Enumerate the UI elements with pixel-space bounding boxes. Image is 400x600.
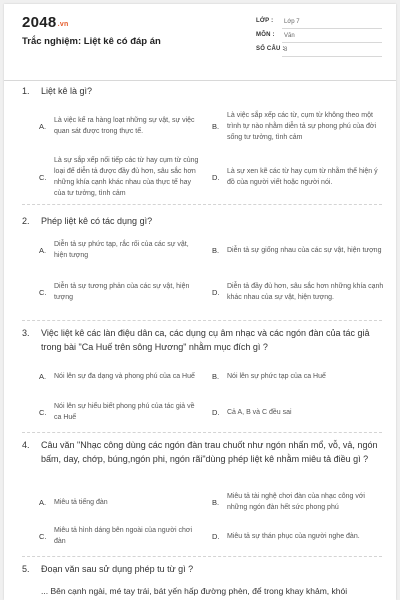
option-text: Là việc kể ra hàng loạt những sự vật, sự việc quan sát được trong thực tế. [54, 117, 195, 135]
option-a[interactable] [39, 362, 199, 390]
question-excerpt: ... Bên cạnh ngài, mé tay trái, bát yến hấp đường phèn, để trong khay khảm, khói [41, 586, 348, 596]
option-a[interactable] [39, 488, 199, 516]
question-divider [22, 556, 382, 557]
option-b[interactable] [212, 108, 384, 144]
option-text: Nói lên sự hiểu biết phong phú của tác giả về ca Huế [54, 403, 195, 421]
option-text: Diễn tả sự giống nhau của các sự vật, hiện tượng [227, 246, 382, 254]
option-letter: B. [212, 497, 220, 507]
logo-text: 2048 [22, 14, 57, 31]
option-text: Miêu tả tiếng đàn [54, 498, 108, 506]
option-text: Là sự sắp xếp nối tiếp các từ hay cụm từ cùng loại để diễn tả được đầy đủ hơn, sâu sắc hơn những khía cạnh khác nhau của thực tế hay của tư tưởng, tình cảm [54, 157, 199, 197]
question-number: 4. [22, 440, 30, 450]
question-divider [22, 320, 382, 321]
logo-suffix: .vn [57, 21, 69, 28]
option-text: Miêu tả sự thán phục của người nghe đàn. [227, 532, 360, 540]
option-d[interactable] [212, 398, 384, 426]
option-letter: D. [212, 287, 220, 297]
meta-divider [282, 56, 382, 57]
option-text: Là việc sắp xếp các từ, cụm từ không theo một trình tự nào nhằm diễn tả sự phong phú của đời sống tư tưởng, tình cảm [227, 111, 377, 141]
option-letter: B. [212, 371, 220, 381]
question-text: Việc liệt kê các làn điệu dân ca, các dụng cụ âm nhạc và các ngón đàn của tác giả trong bài "Ca Huế trên sông Hương" nhằm mục đích gì ? [41, 328, 370, 352]
meta-value: 8 [284, 47, 288, 53]
option-letter: A. [39, 121, 47, 131]
option-text: Diễn tả sự phức tạp, rắc rối của các sự vật, hiện tượng [54, 241, 189, 259]
option-text: Nói lên sự đa dạng và phong phú của ca Huế [54, 372, 195, 380]
meta-value: Lớp 7 [284, 19, 300, 25]
meta-label: SỐ CÂU : [256, 46, 285, 52]
option-d[interactable] [212, 154, 384, 200]
question-text: Câu văn "Nhạc công dùng các ngón đàn trau chuốt như ngón nhấn mổ, vỗ, vả, ngón bấm, day, chớp, búng,ngón phi, ngón rãi"dùng phép liệt kê nhằm miêu tả điều gì ? [41, 440, 378, 464]
option-letter: C. [39, 407, 47, 417]
meta-label: MÔN : [256, 32, 275, 38]
option-c[interactable] [39, 398, 199, 426]
option-text: Cả A, B và C đều sai [227, 408, 292, 416]
question-number: 5. [22, 564, 30, 574]
option-letter: A. [39, 245, 47, 255]
question-divider [22, 432, 382, 433]
quiz-meta [256, 18, 382, 60]
question-text: Liệt kê là gì? [41, 86, 93, 96]
meta-value: Văn [284, 33, 295, 39]
option-text: Là sự xen kẽ các từ hay cụm từ nhằm thể hiện ý đồ của người viết hoặc người nói. [227, 168, 378, 186]
meta-class [256, 18, 382, 30]
option-c[interactable] [39, 522, 199, 550]
option-letter: B. [212, 121, 220, 131]
quiz-page [4, 4, 396, 600]
option-letter: A. [39, 497, 47, 507]
option-a[interactable] [39, 108, 199, 144]
option-letter: B. [212, 245, 220, 255]
option-d[interactable] [212, 522, 384, 550]
meta-divider [282, 42, 382, 43]
option-text: Miêu tả hình dáng bên ngoài của người chơi đàn [54, 527, 193, 545]
meta-label: LỚP : [256, 18, 274, 24]
option-c[interactable] [39, 274, 199, 310]
header [4, 4, 396, 81]
option-letter: D. [212, 531, 220, 541]
meta-subject [256, 32, 382, 44]
option-text: Miêu tả tài nghệ chơi đàn của nhạc công với những ngón đàn hết sức phong phú [227, 493, 365, 511]
option-b[interactable] [212, 488, 384, 516]
option-letter: D. [212, 407, 220, 417]
quiz-title: Trắc nghiệm: Liệt kê có đáp án [22, 36, 161, 47]
option-b[interactable] [212, 362, 384, 390]
option-letter: C. [39, 531, 47, 541]
question-text: Đoạn văn sau sử dụng phép tu từ gì ? [41, 564, 194, 574]
option-text: Nói lên sự phức tạp của ca Huế [227, 372, 326, 380]
option-a[interactable] [39, 236, 199, 264]
question-divider [22, 204, 382, 205]
option-c[interactable] [39, 154, 199, 200]
option-letter: D. [212, 172, 220, 182]
option-letter: C. [39, 287, 47, 297]
option-letter: A. [39, 371, 47, 381]
site-logo[interactable] [22, 14, 69, 31]
question-number: 3. [22, 328, 30, 338]
question-number: 2. [22, 216, 30, 226]
question-text: Phép liệt kê có tác dụng gì? [41, 216, 153, 226]
option-b[interactable] [212, 236, 384, 264]
question-number: 1. [22, 86, 30, 96]
meta-divider [282, 28, 382, 29]
option-d[interactable] [212, 274, 384, 310]
option-text: Diễn tả sự tương phản của các sự vật, hiện tượng [54, 283, 190, 301]
option-letter: C. [39, 172, 47, 182]
option-text: Diễn tả đầy đủ hơn, sâu sắc hơn những khía cạnh khác nhau của sự vật, hiện tượng. [227, 283, 384, 301]
meta-question-count [256, 46, 382, 58]
